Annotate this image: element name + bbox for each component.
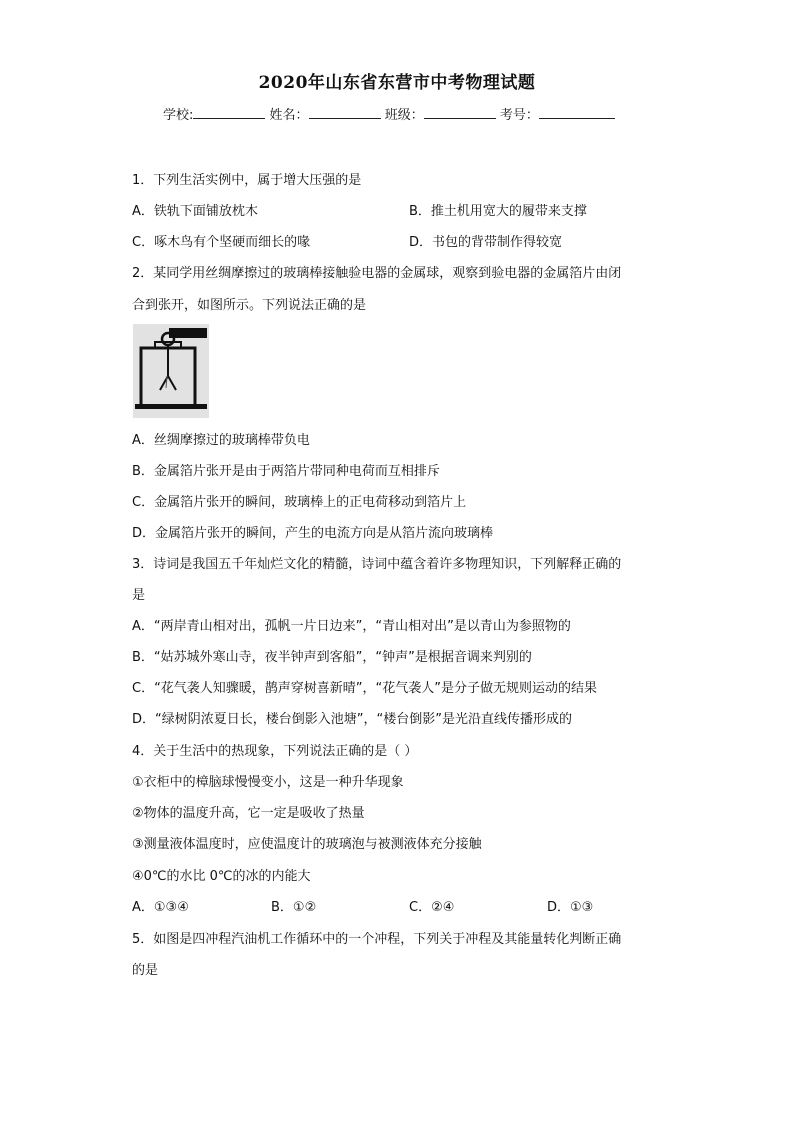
q2-option-b: B．金属箔片张开是由于两箔片带同种电荷而互相排斥 <box>132 464 440 479</box>
exam-title: 2020年山东省东营市中考物理试题 <box>258 73 536 93</box>
q2-option-c: C．金属箔片张开的瞬间，玻璃棒上的正电荷移动到箔片上 <box>132 495 467 510</box>
q4-statement-4: ④0℃的水比 0℃的冰的内能大 <box>132 869 311 884</box>
q4-option-c: C．②④ <box>409 900 455 915</box>
q3-option-b: B．“姑苏城外寒山寺，夜半钟声到客船”，“钟声”是根据音调来判别的 <box>132 650 532 665</box>
q4-option-b: B．①② <box>271 900 317 915</box>
school-label: 学校: <box>163 108 194 123</box>
name-blank <box>309 106 381 119</box>
q1-option-c: C．啄木鸟有个坚硬而细长的喙 <box>132 235 311 250</box>
q4-statement-3: ③测量液体温度时，应使温度计的玻璃泡与被测液体充分接触 <box>132 837 482 852</box>
q2-option-a: A．丝绸摩擦过的玻璃棒带负电 <box>132 433 310 448</box>
q1-stem: 1．下列生活实例中，属于增大压强的是 <box>132 173 362 188</box>
q1-option-a: A．铁轨下面铺放枕木 <box>132 204 258 219</box>
student-info-row <box>163 104 615 123</box>
q1-option-b: B．推土机用宽大的履带来支撑 <box>409 204 587 219</box>
q4-option-d: D．①③ <box>547 900 594 915</box>
electroscope-figure <box>133 324 209 418</box>
q3-option-a: A．“两岸青山相对出，孤帆一片日边来”，“青山相对出”是以青山为参照物的 <box>132 619 571 634</box>
school-blank <box>193 106 265 119</box>
class-label: 班级： <box>384 108 424 123</box>
q5-stem-line1: 5．如图是四冲程汽油机工作循环中的一个冲程，下列关于冲程及其能量转化判断正确 <box>132 932 622 947</box>
q3-stem-line2: 是 <box>132 588 146 603</box>
class-blank <box>424 106 496 119</box>
q4-option-a: A．①③④ <box>132 900 189 915</box>
q4-stem: 4．关于生活中的热现象，下列说法正确的是（ ） <box>132 744 418 759</box>
electroscope-icon <box>133 324 209 418</box>
q4-statement-1: ①衣柜中的樟脑球慢慢变小，这是一种升华现象 <box>132 775 404 790</box>
name-label: 姓名： <box>269 108 309 123</box>
q2-stem-line1: 2．某同学用丝绸摩擦过的玻璃棒接触验电器的金属球，观察到验电器的金属箔片由闭 <box>132 266 622 281</box>
q3-stem-line1: 3．诗词是我国五千年灿烂文化的精髓，诗词中蕴含着许多物理知识，下列解释正确的 <box>132 557 622 572</box>
exam-number-label: 考号： <box>499 108 539 123</box>
q2-option-d: D．金属箔片张开的瞬间，产生的电流方向是从箔片流向玻璃棒 <box>132 526 494 541</box>
q3-option-c: C．“花气袭人知骤暖，鹊声穿树喜新晴”，“花气袭人”是分子做无规则运动的结果 <box>132 681 598 696</box>
exam-number-blank <box>539 106 615 119</box>
q5-stem-line2: 的是 <box>132 963 159 978</box>
q1-option-d: D．书包的背带制作得较宽 <box>409 235 563 250</box>
q2-stem-line2: 合到张开，如图所示。下列说法正确的是 <box>132 298 367 313</box>
q4-statement-2: ②物体的温度升高，它一定是吸收了热量 <box>132 806 365 821</box>
q3-option-d: D．“绿树阴浓夏日长，楼台倒影入池塘”，“楼台倒影”是光沿直线传播形成的 <box>132 712 572 727</box>
